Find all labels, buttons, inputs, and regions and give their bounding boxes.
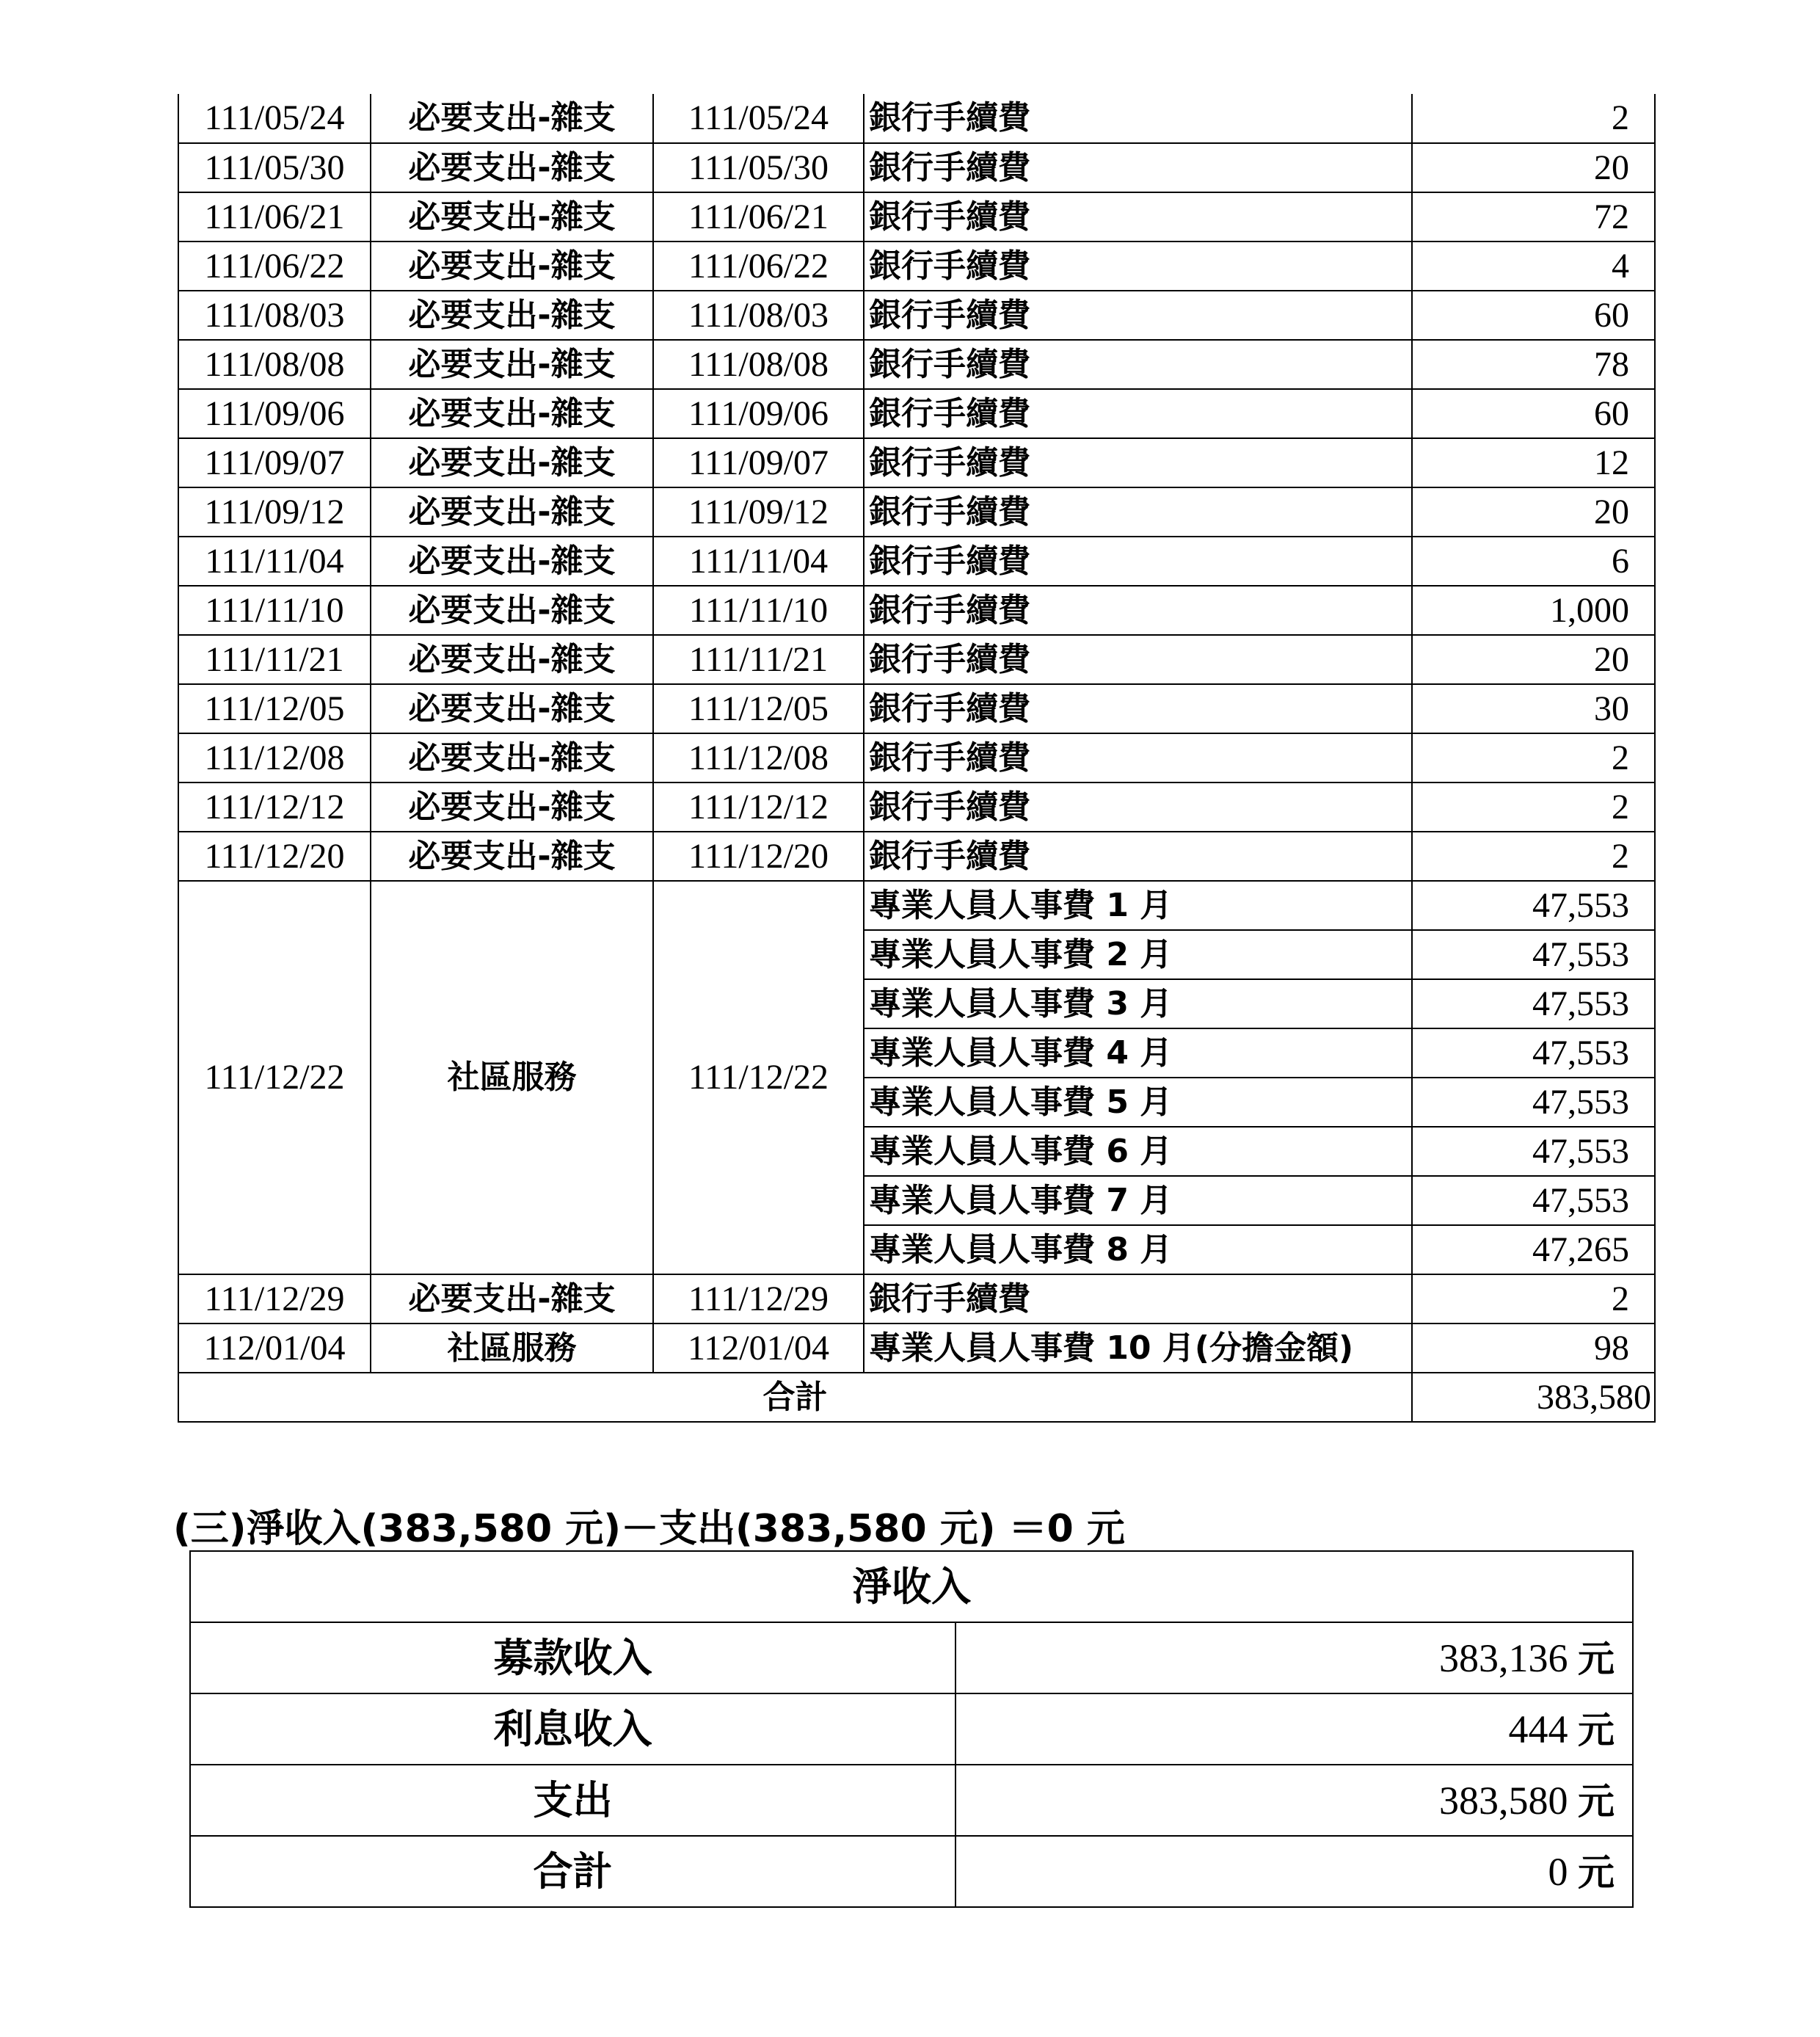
expense-description: 銀行手續費: [864, 242, 1412, 291]
expense-amount: 60: [1412, 291, 1655, 340]
expense-category: 必要支出-雜支: [371, 242, 653, 291]
table-row: [178, 389, 1655, 438]
expense-category: 必要支出-雜支: [371, 537, 653, 586]
expense-category: 必要支出-雜支: [371, 291, 653, 340]
expense-category: 必要支出-雜支: [371, 487, 653, 537]
expense-amount: 47,553: [1412, 1127, 1655, 1176]
expense-table: [178, 94, 1656, 1423]
expense-description: 專業人員人事費 2 月: [864, 930, 1412, 979]
net-income-amount: 444: [1508, 1707, 1568, 1751]
expense-description: 銀行手續費: [864, 94, 1412, 143]
expense-amount: 2: [1412, 832, 1655, 881]
net-income-value: [956, 1836, 1633, 1907]
expense-category: 必要支出-雜支: [371, 684, 653, 733]
table-row: [178, 487, 1655, 537]
total-label: 合計: [178, 1373, 1412, 1422]
expense-amount: 47,553: [1412, 881, 1655, 930]
expense-category: 必要支出-雜支: [371, 733, 653, 783]
expense-record-date: 111/12/29: [653, 1274, 864, 1323]
expense-amount: 6: [1412, 537, 1655, 586]
expense-date: 111/12/08: [178, 733, 371, 783]
table-row: [178, 340, 1655, 389]
net-income-value: [956, 1622, 1633, 1693]
table-row: [190, 1693, 1633, 1765]
expense-record-date: 111/12/05: [653, 684, 864, 733]
net-income-value: [956, 1765, 1633, 1836]
net-income-header-row: [190, 1551, 1633, 1622]
expense-category: 必要支出-雜支: [371, 832, 653, 881]
expense-date: 111/05/24: [178, 94, 371, 143]
expense-date: 111/12/22: [178, 881, 371, 1274]
expense-record-date: 111/09/07: [653, 438, 864, 487]
expense-description: 銀行手續費: [864, 340, 1412, 389]
table-row: [178, 1323, 1655, 1373]
expense-date: 111/09/06: [178, 389, 371, 438]
expense-amount: 12: [1412, 438, 1655, 487]
expense-amount: 2: [1412, 733, 1655, 783]
expense-amount: 47,553: [1412, 979, 1655, 1028]
expense-amount: 4: [1412, 242, 1655, 291]
table-row: [178, 537, 1655, 586]
net-income-table-body: [190, 1551, 1633, 1907]
table-row: [178, 832, 1655, 881]
expense-description: 專業人員人事費 1 月: [864, 881, 1412, 930]
net-income-amount: 0: [1548, 1849, 1568, 1894]
expense-amount: 78: [1412, 340, 1655, 389]
expense-category: 必要支出-雜支: [371, 340, 653, 389]
expense-amount: 60: [1412, 389, 1655, 438]
expense-category: 社區服務: [371, 881, 653, 1274]
expense-description: 銀行手續費: [864, 143, 1412, 192]
table-row: [178, 192, 1655, 242]
currency-unit: 元: [1578, 1637, 1615, 1680]
expense-amount: 47,553: [1412, 1078, 1655, 1127]
expense-record-date: 111/11/21: [653, 635, 864, 684]
table-row: [178, 94, 1655, 143]
expense-category: 必要支出-雜支: [371, 192, 653, 242]
expense-description: 銀行手續費: [864, 291, 1412, 340]
net-income-table: [189, 1550, 1634, 1908]
expense-record-date: 111/06/21: [653, 192, 864, 242]
expense-record-date: 111/08/08: [653, 340, 864, 389]
expense-description: 專業人員人事費 7 月: [864, 1176, 1412, 1225]
expense-amount: 2: [1412, 783, 1655, 832]
expense-date: 111/11/10: [178, 586, 371, 635]
expense-amount: 47,553: [1412, 1028, 1655, 1078]
expense-record-date: 111/12/22: [653, 881, 864, 1274]
currency-unit: 元: [1578, 1779, 1615, 1823]
net-income-amount: 383,580: [1439, 1778, 1568, 1823]
table-row: [178, 438, 1655, 487]
table-row: [178, 143, 1655, 192]
expense-table-body: [178, 94, 1655, 1422]
expense-description: 銀行手續費: [864, 438, 1412, 487]
expense-amount: 98: [1412, 1323, 1655, 1373]
expense-description: 專業人員人事費 5 月: [864, 1078, 1412, 1127]
expense-record-date: 112/01/04: [653, 1323, 864, 1373]
expense-amount: 47,553: [1412, 1176, 1655, 1225]
expense-category: 必要支出-雜支: [371, 783, 653, 832]
total-amount: 383,580: [1412, 1373, 1655, 1422]
expense-date: 111/06/22: [178, 242, 371, 291]
table-row: [178, 684, 1655, 733]
section-heading: (三)淨收入(383,580 元)－支出(383,580 元) ＝0 元: [173, 1507, 1125, 1551]
expense-record-date: 111/12/20: [653, 832, 864, 881]
expense-record-date: 111/11/10: [653, 586, 864, 635]
table-row: [178, 733, 1655, 783]
expense-record-date: 111/06/22: [653, 242, 864, 291]
expense-description: 銀行手續費: [864, 192, 1412, 242]
expense-description: 銀行手續費: [864, 537, 1412, 586]
expense-category: 必要支出-雜支: [371, 635, 653, 684]
table-row: [178, 242, 1655, 291]
expense-description: 銀行手續費: [864, 733, 1412, 783]
expense-description: 專業人員人事費 4 月: [864, 1028, 1412, 1078]
expense-record-date: 111/12/08: [653, 733, 864, 783]
expense-description: 銀行手續費: [864, 487, 1412, 537]
expense-description: 專業人員人事費 8 月: [864, 1225, 1412, 1274]
table-row: [178, 291, 1655, 340]
expense-category: 必要支出-雜支: [371, 389, 653, 438]
expense-record-date: 111/09/06: [653, 389, 864, 438]
expense-category: 必要支出-雜支: [371, 586, 653, 635]
net-income-amount: 383,136: [1439, 1635, 1568, 1680]
expense-amount: 20: [1412, 487, 1655, 537]
table-row: [178, 783, 1655, 832]
table-row: [178, 635, 1655, 684]
net-income-label: 募款收入: [190, 1622, 956, 1693]
expense-record-date: 111/11/04: [653, 537, 864, 586]
expense-description: 銀行手續費: [864, 684, 1412, 733]
expense-description: 銀行手續費: [864, 635, 1412, 684]
expense-record-date: 111/05/24: [653, 94, 864, 143]
net-income-label: 支出: [190, 1765, 956, 1836]
expense-amount: 47,265: [1412, 1225, 1655, 1274]
expense-date: 111/08/08: [178, 340, 371, 389]
expense-amount: 2: [1412, 94, 1655, 143]
net-income-value: [956, 1693, 1633, 1765]
net-income-label: 合計: [190, 1836, 956, 1907]
expense-date: 111/09/07: [178, 438, 371, 487]
currency-unit: 元: [1578, 1851, 1615, 1894]
expense-category: 必要支出-雜支: [371, 1274, 653, 1323]
expense-amount: 2: [1412, 1274, 1655, 1323]
expense-date: 111/12/12: [178, 783, 371, 832]
table-row: [178, 1274, 1655, 1323]
expense-description: 銀行手續費: [864, 389, 1412, 438]
expense-description: 銀行手續費: [864, 783, 1412, 832]
expense-description: 專業人員人事費 10 月(分擔金額): [864, 1323, 1412, 1373]
expense-date: 111/12/29: [178, 1274, 371, 1323]
expense-date: 111/08/03: [178, 291, 371, 340]
expense-date: 111/12/05: [178, 684, 371, 733]
expense-date: 112/01/04: [178, 1323, 371, 1373]
table-row: [178, 881, 1655, 930]
total-row: [178, 1373, 1655, 1422]
expense-date: 111/12/20: [178, 832, 371, 881]
table-row: [178, 586, 1655, 635]
table-row: [190, 1622, 1633, 1693]
expense-record-date: 111/12/12: [653, 783, 864, 832]
expense-amount: 30: [1412, 684, 1655, 733]
expense-category: 必要支出-雜支: [371, 438, 653, 487]
expense-amount: 1,000: [1412, 586, 1655, 635]
expense-category: 必要支出-雜支: [371, 94, 653, 143]
expense-record-date: 111/08/03: [653, 291, 864, 340]
expense-description: 專業人員人事費 3 月: [864, 979, 1412, 1028]
expense-category: 必要支出-雜支: [371, 143, 653, 192]
expense-amount: 20: [1412, 143, 1655, 192]
expense-amount: 47,553: [1412, 930, 1655, 979]
expense-date: 111/11/21: [178, 635, 371, 684]
expense-category: 社區服務: [371, 1323, 653, 1373]
expense-description: 銀行手續費: [864, 1274, 1412, 1323]
expense-date: 111/09/12: [178, 487, 371, 537]
table-row: [190, 1765, 1633, 1836]
net-income-label: 利息收入: [190, 1693, 956, 1765]
expense-date: 111/11/04: [178, 537, 371, 586]
table-row: [190, 1836, 1633, 1907]
expense-amount: 72: [1412, 192, 1655, 242]
expense-date: 111/06/21: [178, 192, 371, 242]
expense-description: 專業人員人事費 6 月: [864, 1127, 1412, 1176]
expense-amount: 20: [1412, 635, 1655, 684]
currency-unit: 元: [1578, 1708, 1615, 1751]
expense-description: 銀行手續費: [864, 832, 1412, 881]
expense-record-date: 111/09/12: [653, 487, 864, 537]
net-income-header: 淨收入: [190, 1551, 1633, 1622]
expense-description: 銀行手續費: [864, 586, 1412, 635]
expense-record-date: 111/05/30: [653, 143, 864, 192]
expense-date: 111/05/30: [178, 143, 371, 192]
